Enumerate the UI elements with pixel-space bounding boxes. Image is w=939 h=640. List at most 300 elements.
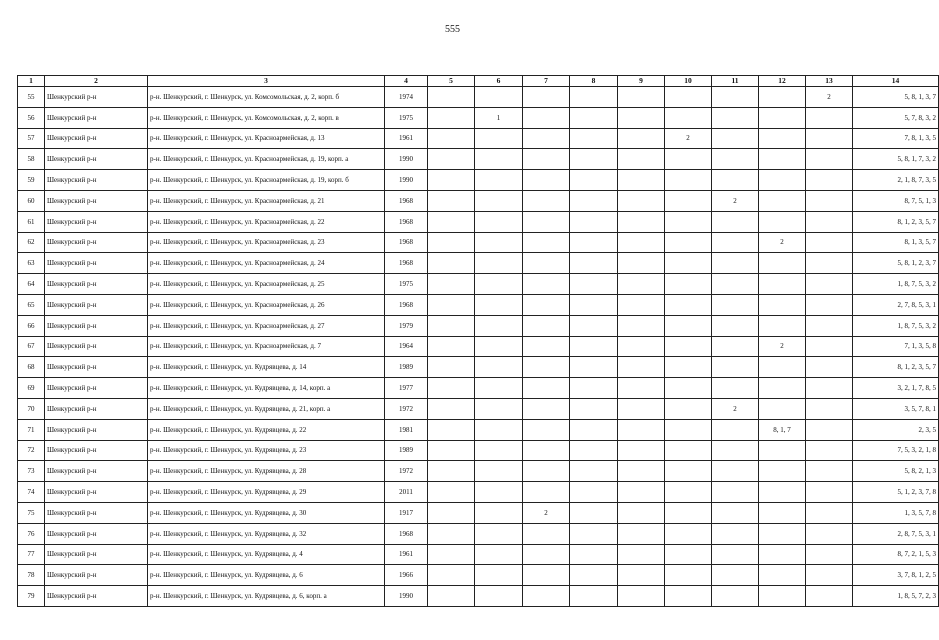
col6-cell [475,315,523,336]
column-header: 14 [853,76,939,87]
row-number-cell: 55 [18,87,45,108]
col14-cell: 5, 8, 1, 3, 7 [853,87,939,108]
page-number: 555 [445,24,460,35]
col11-cell [712,586,759,607]
col11-cell [712,294,759,315]
district-cell: Шенкурский р-н [45,419,148,440]
table-row [18,440,939,461]
col10-cell [665,149,712,170]
col5-cell [428,149,475,170]
table-row [18,253,939,274]
col8-cell [570,565,618,586]
col5-cell [428,357,475,378]
row-number-cell: 61 [18,211,45,232]
address-cell: р-н. Шенкурский, г. Шенкурск, ул. Кудрявцева, д. 14, корп. а [148,378,385,399]
col5-cell [428,586,475,607]
address-cell: р-н. Шенкурский, г. Шенкурск, ул. Кудрявцева, д. 4 [148,544,385,565]
col9-cell [618,211,665,232]
year-cell: 1961 [385,128,428,149]
row-number-cell: 56 [18,107,45,128]
row-number-cell: 69 [18,378,45,399]
address-cell: р-н. Шенкурский, г. Шенкурск, ул. Кудрявцева, д. 32 [148,523,385,544]
col5-cell [428,253,475,274]
col9-cell [618,336,665,357]
col13-cell [806,107,853,128]
col14-cell: 7, 1, 3, 5, 8 [853,336,939,357]
district-cell: Шенкурский р-н [45,170,148,191]
district-cell: Шенкурский р-н [45,253,148,274]
row-number-cell: 58 [18,149,45,170]
col13-cell [806,357,853,378]
col12-cell [759,87,806,108]
col11-cell [712,378,759,399]
col11-cell [712,440,759,461]
row-number-cell: 60 [18,190,45,211]
col14-cell: 1, 8, 5, 7, 2, 3 [853,586,939,607]
col14-cell: 8, 1, 3, 5, 7 [853,232,939,253]
col5-cell [428,315,475,336]
col6-cell [475,336,523,357]
col5-cell [428,440,475,461]
table-row [18,149,939,170]
col8-cell [570,398,618,419]
col6-cell [475,211,523,232]
year-cell: 1966 [385,565,428,586]
table-row [18,336,939,357]
col13-cell [806,440,853,461]
table-row [18,294,939,315]
col5-cell [428,294,475,315]
year-cell: 1975 [385,274,428,295]
col13-cell [806,232,853,253]
district-cell: Шенкурский р-н [45,294,148,315]
col6-cell [475,232,523,253]
col14-cell: 5, 8, 1, 7, 3, 2 [853,149,939,170]
district-cell: Шенкурский р-н [45,107,148,128]
district-cell: Шенкурский р-н [45,586,148,607]
col11-cell [712,170,759,191]
col9-cell [618,294,665,315]
col8-cell [570,440,618,461]
col13-cell [806,211,853,232]
col6-cell [475,440,523,461]
col13-cell [806,523,853,544]
col7-cell [523,211,570,232]
col8-cell [570,461,618,482]
col11-cell [712,544,759,565]
year-cell: 1975 [385,107,428,128]
col10-cell [665,544,712,565]
col7-cell [523,586,570,607]
address-cell: р-н. Шенкурский, г. Шенкурск, ул. Красноармейская, д. 19, корп. а [148,149,385,170]
col8-cell [570,232,618,253]
district-cell: Шенкурский р-н [45,87,148,108]
col12-cell: 8, 1, 7 [759,419,806,440]
col11-cell [712,502,759,523]
col9-cell [618,315,665,336]
col5-cell [428,336,475,357]
col8-cell [570,502,618,523]
district-cell: Шенкурский р-н [45,378,148,399]
district-cell: Шенкурский р-н [45,211,148,232]
year-cell: 1917 [385,502,428,523]
col10-cell [665,336,712,357]
col11-cell [712,274,759,295]
col14-cell: 7, 5, 3, 2, 1, 8 [853,440,939,461]
address-cell: р-н. Шенкурский, г. Шенкурск, ул. Красноармейская, д. 24 [148,253,385,274]
address-cell: р-н. Шенкурский, г. Шенкурск, ул. Кудрявцева, д. 23 [148,440,385,461]
table-row [18,107,939,128]
col11-cell: 2 [712,398,759,419]
table-body [18,87,939,607]
row-number-cell: 78 [18,565,45,586]
col13-cell [806,315,853,336]
col5-cell [428,482,475,503]
col11-cell: 2 [712,190,759,211]
year-cell: 1981 [385,419,428,440]
district-cell: Шенкурский р-н [45,398,148,419]
address-cell: р-н. Шенкурский, г. Шенкурск, ул. Кудрявцева, д. 29 [148,482,385,503]
district-cell: Шенкурский р-н [45,357,148,378]
row-number-cell: 73 [18,461,45,482]
col12-cell [759,170,806,191]
col11-cell [712,419,759,440]
column-header: 8 [570,76,618,87]
col9-cell [618,274,665,295]
col7-cell [523,107,570,128]
table-row [18,128,939,149]
district-cell: Шенкурский р-н [45,565,148,586]
column-header: 9 [618,76,665,87]
address-cell: р-н. Шенкурский, г. Шенкурск, ул. Красноармейская, д. 22 [148,211,385,232]
col13-cell [806,502,853,523]
col14-cell: 3, 7, 8, 1, 2, 5 [853,565,939,586]
col9-cell [618,398,665,419]
district-cell: Шенкурский р-н [45,544,148,565]
col13-cell [806,253,853,274]
col12-cell [759,378,806,399]
col8-cell [570,315,618,336]
col5-cell [428,232,475,253]
col5-cell [428,398,475,419]
col6-cell [475,523,523,544]
col10-cell [665,461,712,482]
address-cell: р-н. Шенкурский, г. Шенкурск, ул. Кудрявцева, д. 6, корп. а [148,586,385,607]
district-cell: Шенкурский р-н [45,315,148,336]
col14-cell: 8, 1, 2, 3, 5, 7 [853,211,939,232]
col7-cell [523,128,570,149]
col10-cell [665,357,712,378]
table-row [18,523,939,544]
col6-cell [475,128,523,149]
year-cell: 1961 [385,544,428,565]
col11-cell [712,128,759,149]
col14-cell: 2, 8, 7, 5, 3, 1 [853,523,939,544]
table-row [18,232,939,253]
col13-cell [806,336,853,357]
col10-cell: 2 [665,128,712,149]
year-cell: 1972 [385,461,428,482]
col6-cell [475,87,523,108]
table-row [18,190,939,211]
address-cell: р-н. Шенкурский, г. Шенкурск, ул. Кудрявцева, д. 22 [148,419,385,440]
row-number-cell: 66 [18,315,45,336]
col10-cell [665,586,712,607]
col5-cell [428,274,475,295]
column-header: 7 [523,76,570,87]
col9-cell [618,357,665,378]
table-row [18,419,939,440]
col12-cell [759,315,806,336]
row-number-cell: 64 [18,274,45,295]
col10-cell [665,398,712,419]
col6-cell [475,149,523,170]
table-row [18,357,939,378]
year-cell: 1990 [385,149,428,170]
col12-cell: 2 [759,232,806,253]
address-cell: р-н. Шенкурский, г. Шенкурск, ул. Красноармейская, д. 27 [148,315,385,336]
col14-cell: 5, 7, 8, 3, 2 [853,107,939,128]
col8-cell [570,128,618,149]
address-cell: р-н. Шенкурский, г. Шенкурск, ул. Кудрявцева, д. 6 [148,565,385,586]
col14-cell: 5, 8, 2, 1, 3 [853,461,939,482]
col6-cell [475,586,523,607]
col14-cell: 2, 1, 8, 7, 3, 5 [853,170,939,191]
col8-cell [570,419,618,440]
col11-cell [712,482,759,503]
col12-cell [759,294,806,315]
column-header: 3 [148,76,385,87]
col13-cell [806,482,853,503]
col13-cell [806,128,853,149]
col10-cell [665,170,712,191]
col13-cell [806,378,853,399]
col6-cell [475,253,523,274]
col8-cell [570,87,618,108]
col5-cell [428,211,475,232]
col10-cell [665,274,712,295]
col9-cell [618,253,665,274]
col7-cell [523,87,570,108]
year-cell: 1964 [385,336,428,357]
col11-cell [712,149,759,170]
col11-cell [712,565,759,586]
address-cell: р-н. Шенкурский, г. Шенкурск, ул. Кудрявцева, д. 30 [148,502,385,523]
col9-cell [618,482,665,503]
year-cell: 1989 [385,440,428,461]
col13-cell [806,586,853,607]
year-cell: 1968 [385,190,428,211]
col10-cell [665,482,712,503]
row-number-cell: 62 [18,232,45,253]
col14-cell: 5, 8, 1, 2, 3, 7 [853,253,939,274]
col14-cell: 1, 3, 5, 7, 8 [853,502,939,523]
col5-cell [428,378,475,399]
col5-cell [428,461,475,482]
table-row [18,274,939,295]
col10-cell [665,232,712,253]
year-cell: 1968 [385,523,428,544]
address-cell: р-н. Шенкурский, г. Шенкурск, ул. Красноармейская, д. 23 [148,232,385,253]
col12-cell [759,149,806,170]
col7-cell [523,398,570,419]
col7-cell [523,461,570,482]
table-row [18,586,939,607]
column-header: 12 [759,76,806,87]
col10-cell [665,523,712,544]
data-table [17,75,939,607]
col8-cell [570,378,618,399]
col8-cell [570,190,618,211]
district-cell: Шенкурский р-н [45,523,148,544]
col6-cell [475,378,523,399]
col12-cell [759,586,806,607]
table-row [18,170,939,191]
col9-cell [618,170,665,191]
col5-cell [428,87,475,108]
col10-cell [665,190,712,211]
col7-cell [523,523,570,544]
col11-cell [712,315,759,336]
column-header: 6 [475,76,523,87]
col14-cell: 8, 7, 2, 1, 5, 3 [853,544,939,565]
table-row [18,482,939,503]
col6-cell [475,419,523,440]
address-cell: р-н. Шенкурский, г. Шенкурск, ул. Красноармейская, д. 26 [148,294,385,315]
address-cell: р-н. Шенкурский, г. Шенкурск, ул. Красноармейская, д. 25 [148,274,385,295]
col7-cell [523,565,570,586]
table-row [18,565,939,586]
address-cell: р-н. Шенкурский, г. Шенкурск, ул. Красноармейская, д. 13 [148,128,385,149]
col8-cell [570,274,618,295]
col12-cell [759,565,806,586]
col11-cell [712,211,759,232]
col9-cell [618,523,665,544]
column-header: 11 [712,76,759,87]
col13-cell [806,419,853,440]
col13-cell [806,190,853,211]
col5-cell [428,419,475,440]
col13-cell [806,274,853,295]
col9-cell [618,232,665,253]
row-number-cell: 74 [18,482,45,503]
col7-cell [523,190,570,211]
address-cell: р-н. Шенкурский, г. Шенкурск, ул. Кудрявцева, д. 14 [148,357,385,378]
col6-cell [475,502,523,523]
col9-cell [618,190,665,211]
col7-cell [523,170,570,191]
table-row [18,378,939,399]
row-number-cell: 70 [18,398,45,419]
col11-cell [712,336,759,357]
col9-cell [618,149,665,170]
col5-cell [428,565,475,586]
row-number-cell: 59 [18,170,45,191]
col10-cell [665,378,712,399]
col11-cell [712,87,759,108]
district-cell: Шенкурский р-н [45,482,148,503]
col14-cell: 1, 8, 7, 5, 3, 2 [853,315,939,336]
address-cell: р-н. Шенкурский, г. Шенкурск, ул. Комсомольская, д. 2, корп. в [148,107,385,128]
col8-cell [570,170,618,191]
col12-cell [759,274,806,295]
table-row [18,315,939,336]
col14-cell: 1, 8, 7, 5, 3, 2 [853,274,939,295]
col7-cell [523,482,570,503]
col13-cell [806,170,853,191]
col8-cell [570,294,618,315]
col7-cell [523,253,570,274]
row-number-cell: 63 [18,253,45,274]
col6-cell [475,357,523,378]
year-cell: 1977 [385,378,428,399]
row-number-cell: 76 [18,523,45,544]
col9-cell [618,378,665,399]
year-cell: 1990 [385,586,428,607]
col7-cell [523,294,570,315]
col6-cell [475,565,523,586]
year-cell: 1972 [385,398,428,419]
col8-cell [570,107,618,128]
column-header: 10 [665,76,712,87]
column-header: 13 [806,76,853,87]
col12-cell [759,190,806,211]
col12-cell [759,398,806,419]
district-cell: Шенкурский р-н [45,149,148,170]
district-cell: Шенкурский р-н [45,502,148,523]
column-header: 2 [45,76,148,87]
column-header: 1 [18,76,45,87]
col9-cell [618,461,665,482]
col9-cell [618,419,665,440]
col14-cell: 2, 3, 5 [853,419,939,440]
col7-cell [523,149,570,170]
col12-cell [759,357,806,378]
district-cell: Шенкурский р-н [45,128,148,149]
year-cell: 1968 [385,232,428,253]
column-header: 4 [385,76,428,87]
col9-cell [618,502,665,523]
col7-cell [523,440,570,461]
row-number-cell: 67 [18,336,45,357]
col7-cell [523,544,570,565]
year-cell: 1979 [385,315,428,336]
year-cell: 1968 [385,253,428,274]
district-cell: Шенкурский р-н [45,461,148,482]
col5-cell [428,502,475,523]
col14-cell: 8, 1, 2, 3, 5, 7 [853,357,939,378]
col8-cell [570,357,618,378]
year-cell: 2011 [385,482,428,503]
header-row [18,76,939,87]
row-number-cell: 57 [18,128,45,149]
column-header: 5 [428,76,475,87]
col12-cell [759,107,806,128]
year-cell: 1974 [385,87,428,108]
col5-cell [428,190,475,211]
col11-cell [712,461,759,482]
col6-cell [475,544,523,565]
col10-cell [665,565,712,586]
col8-cell [570,211,618,232]
col6-cell [475,461,523,482]
row-number-cell: 79 [18,586,45,607]
col8-cell [570,482,618,503]
address-cell: р-н. Шенкурский, г. Шенкурск, ул. Кудрявцева, д. 28 [148,461,385,482]
year-cell: 1990 [385,170,428,191]
col14-cell: 3, 2, 1, 7, 8, 5 [853,378,939,399]
col9-cell [618,544,665,565]
